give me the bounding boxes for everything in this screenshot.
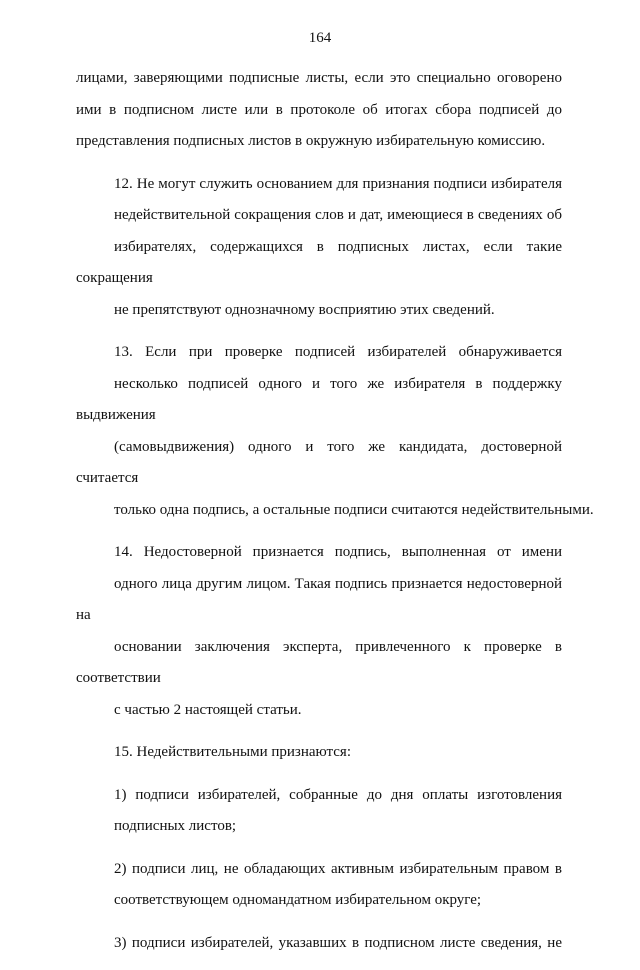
text-line: избирателях, содержащихся в подписных листах, если такие сокращения: [76, 238, 562, 286]
paragraph-item-12: [76, 169, 562, 327]
text-line: лицами, заверяющими подписные листы, если это специально оговорено: [76, 70, 562, 86]
text-line: 1) подписи избирателей, собранные до дня оплаты изготовления: [114, 786, 562, 803]
text-line: соответствующем одномандатном избирательном округе;: [114, 892, 482, 908]
text-line: представления подписных листов в окружную избирательную комиссию.: [76, 133, 546, 149]
list-item-2: [76, 854, 562, 917]
text-line: 2) подписи лиц, не обладающих активным избирательным правом в: [114, 860, 562, 877]
text-line: с частью 2 настоящей статьи.: [114, 701, 302, 718]
text-line: 13. Если при проверке подписей избирателей обнаруживается: [114, 344, 562, 360]
list-item-1: [76, 780, 562, 843]
text-line: недействительной сокращения слов и дат, имеющиеся в сведениях об: [114, 207, 562, 223]
text-line: не препятствуют однозначному восприятию этих сведений.: [114, 301, 495, 318]
text-line: только одна подпись, а остальные подписи считаются недействительными.: [114, 501, 594, 518]
text-line: 3) подписи избирателей, указавших в подписном листе сведения, не: [114, 934, 562, 951]
paragraph-item-14: [76, 537, 562, 726]
text-line: ими в подписном листе или в протоколе об итогах сбора подписей до: [76, 101, 562, 118]
text-line: (самовыдвижения) одного и того же кандидата, достоверной считается: [76, 438, 562, 486]
text-line: основании заключения эксперта, привлеченного к проверке в соответствии: [76, 638, 562, 686]
text-line: 15. Недействительными признаются:: [114, 744, 351, 760]
paragraph-item-15: [76, 737, 562, 769]
text-line: подписных листов;: [114, 818, 237, 834]
text-line: одного лица другим лицом. Такая подпись признается недостоверной на: [76, 575, 562, 623]
text-line: несколько подписей одного и того же избирателя в поддержку выдвижения: [76, 375, 562, 423]
paragraph-continuation: [76, 63, 562, 158]
page-number: 164: [308, 30, 332, 46]
document-body: [76, 63, 594, 970]
paragraph-item-13: [76, 337, 594, 526]
text-line: 12. Не могут служить основанием для признания подписи избирателя: [114, 175, 562, 192]
text-line: 14. Недостоверной признается подпись, выполненная от имени: [114, 544, 562, 560]
list-item-3: [76, 928, 562, 960]
